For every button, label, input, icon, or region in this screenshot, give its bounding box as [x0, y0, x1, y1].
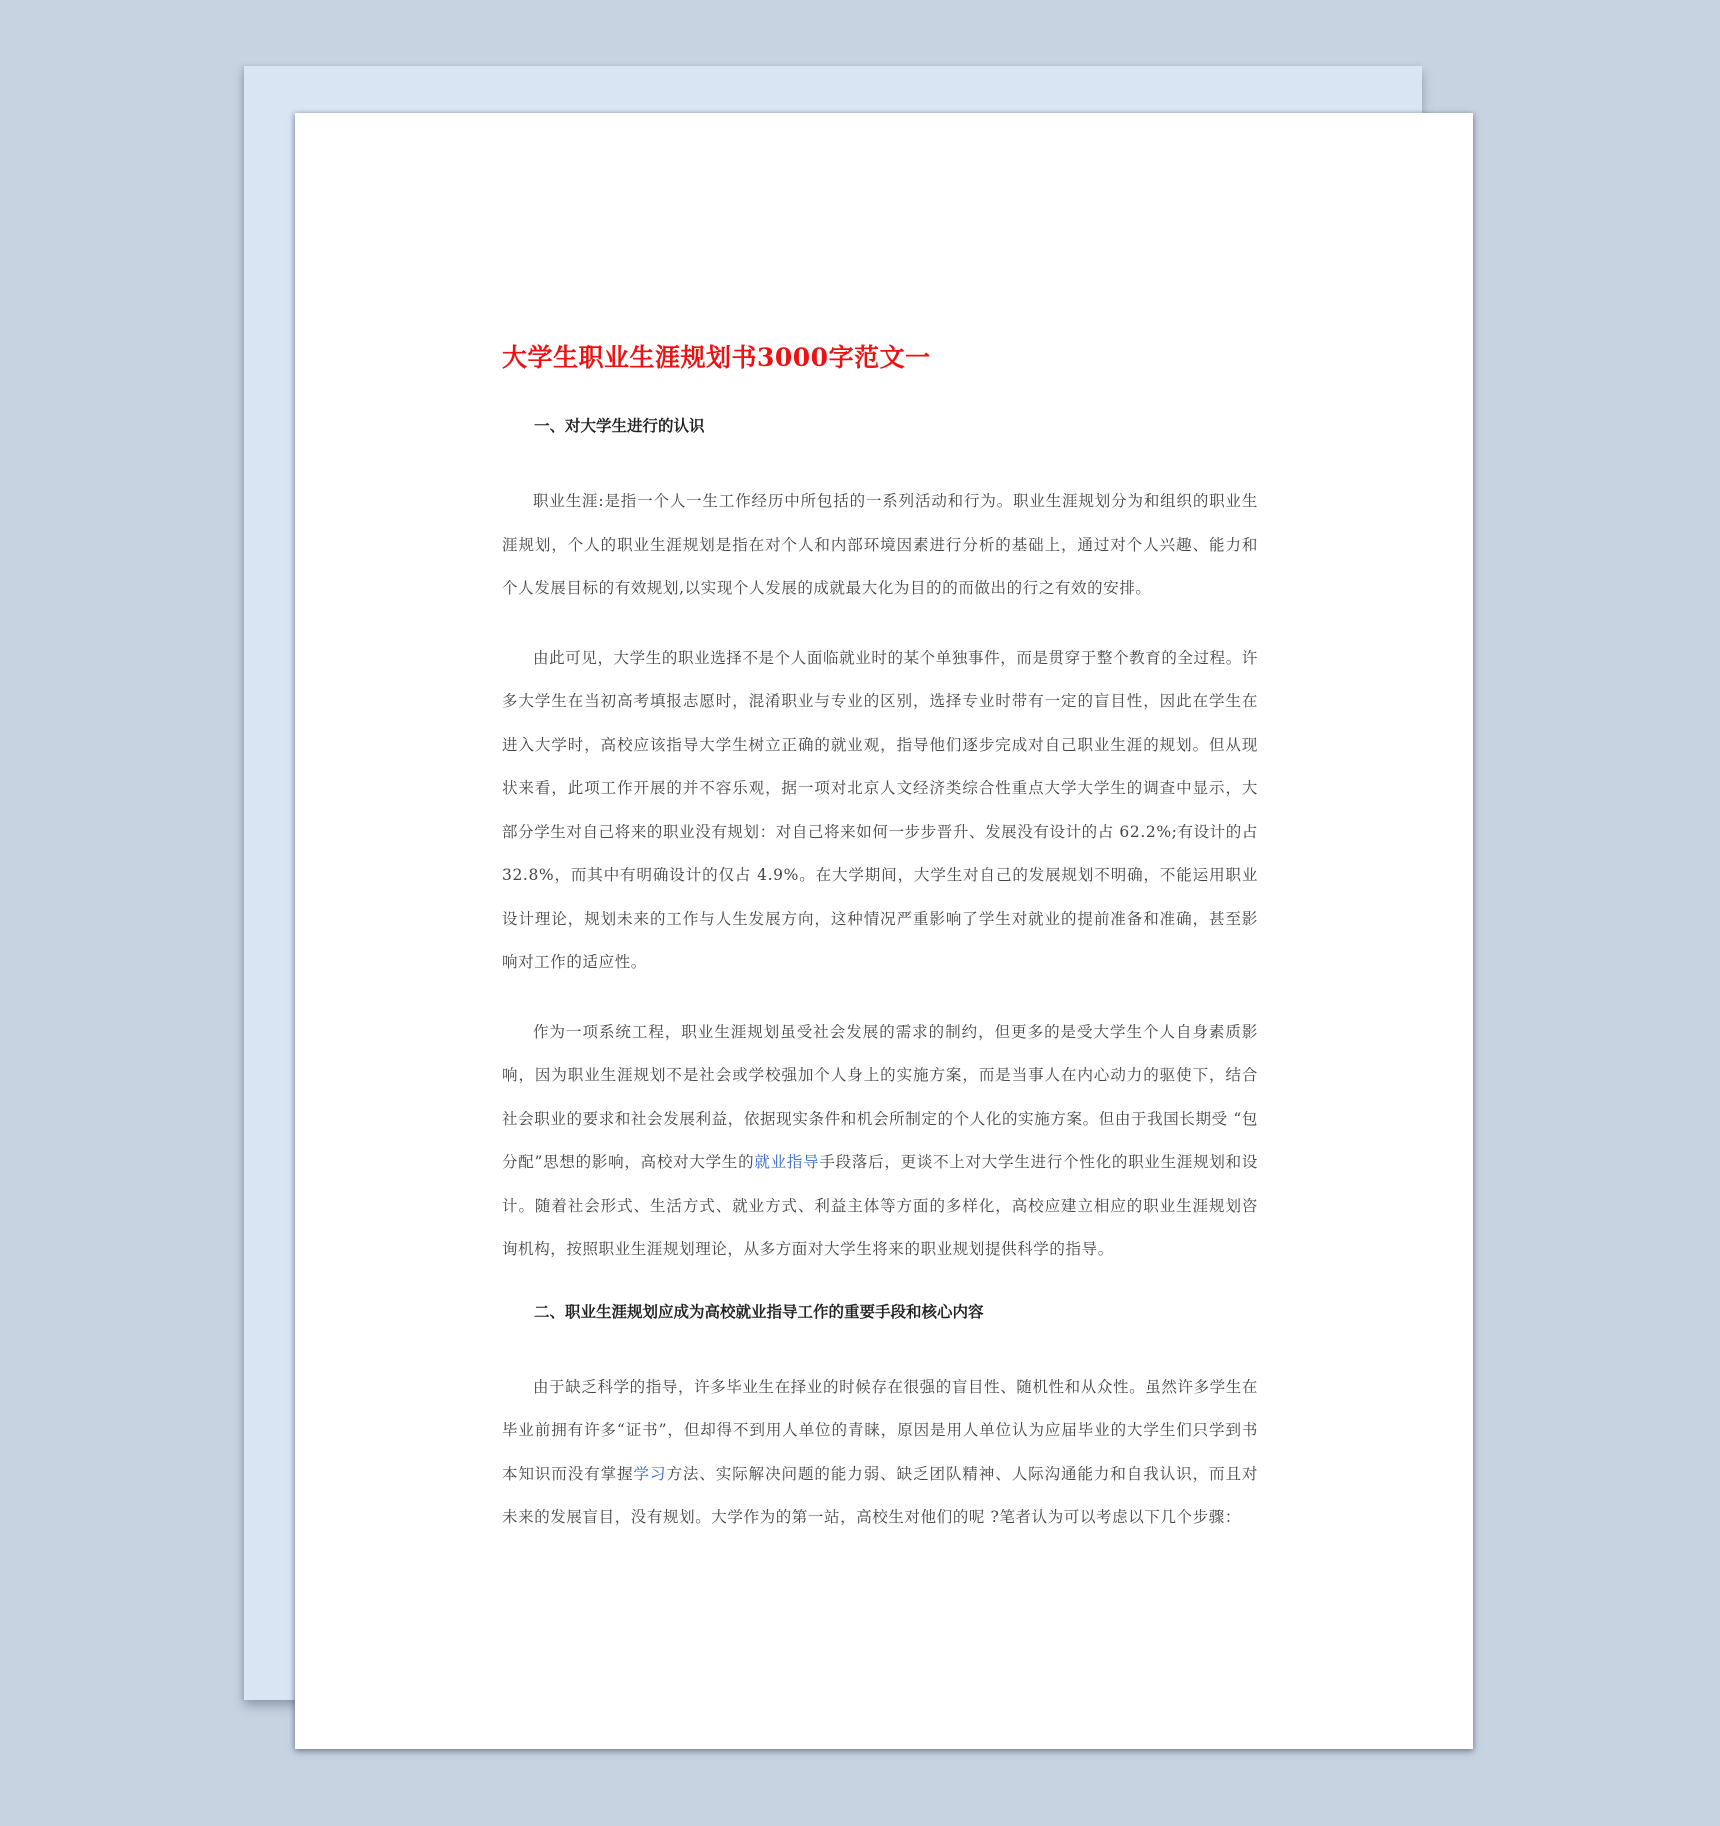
link-study[interactable]: 学习 — [633, 1464, 667, 1483]
paragraph-text: 手段落后，更谈不上对大学生进行个性化的职业生涯规划和设计。随着社会形式、生活方式、就业方式、利益主体等方面的多样化，高校应建立相应的职业生涯规划咨询机构，按照职业生涯规划理论，从多方面对大学生将来的职业规划提供科学的指导。 — [502, 1153, 1259, 1258]
section-heading-1: 一、对大学生进行的认识 — [534, 416, 705, 435]
paragraph-text: 方法、实际解决问题的能力弱、缺乏团队精神、人际沟通能力和自我认识，而且对未来的发展盲目，没有规划。大学作为的第一站，高校生对他们的呢 ?笔者认为可以考虑以下几个步骤： — [502, 1464, 1258, 1526]
document-title: 大学生职业生涯规划书3000字范文一 — [502, 343, 931, 372]
paragraph: 职业生涯:是指一个人一生工作经历中所包括的一系列活动和行为。职业生涯规划分为和组织的职业生涯规划，个人的职业生涯规划是指在对个人和内部环境因素进行分析的基础上，通过对个人兴趣、能力和个人发展目标的有效规划,以实现个人发展的成就最大化为目的的而做出的行之有效的安排。 — [502, 492, 1258, 597]
paragraph — [502, 1011, 1258, 1272]
document-content — [502, 338, 1258, 1566]
paragraph-text: 由于缺乏科学的指导，许多毕业生在择业的时候存在很强的盲目性、随机性和从众性。虽然许多学生在毕业前拥有许多“证书”，但却得不到用人单位的青睐，原因是用人单位认为应届毕业的大学生们只学到书本知识而没有掌握 — [502, 1377, 1258, 1483]
section-heading-2: 二、职业生涯规划应成为高校就业指导工作的重要手段和核心内容 — [534, 1301, 984, 1321]
paragraph — [502, 1366, 1258, 1540]
link-employment-guidance[interactable]: 就业指导 — [754, 1153, 820, 1171]
paragraph-text: 作为一项系统工程，职业生涯规划虽受社会发展的需求的制约，但更多的是受大学生个人自身素质影响，因为职业生涯规划不是社会或学校强加个人身上的实施方案，而是当事人在内心动力的驱使下，结合社会职业的要求和社会发展利益，依据现实条件和机会所制定的个人化的实施方案。但由于我国长期受 “包分配”思想的影响，高校对大学生的 — [502, 1022, 1258, 1171]
paragraph: 由此可见，大学生的职业选择不是个人面临就业时的某个单独事件，而是贯穿于整个教育的全过程。许多大学生在当初高考填报志愿时，混淆职业与专业的区别，选择专业时带有一定的盲目性，因此在学生在进入大学时，高校应该指导大学生树立正确的就业观，指导他们逐步完成对自己职业生涯的规划。但从现状来看，此项工作开展的并不容乐观，据一项对北京人文经济类综合性重点大学大学生的调查中显示，大部分学生对自己将来的职业没有规划：对自己将来如何一步步晋升、发展没有设计的占 62.2%;有设计的占 32.8%，而其中有明确设计的仅占 4.9%。在大学期间，大学生对自己的发展规划不明确，不能运用职业设计理论，规划未来的工作与人生发展方向，这种情况严重影响了学生对就业的提前准备和准确，甚至影响对工作的适应性。 — [502, 648, 1258, 971]
document-page — [295, 113, 1473, 1749]
